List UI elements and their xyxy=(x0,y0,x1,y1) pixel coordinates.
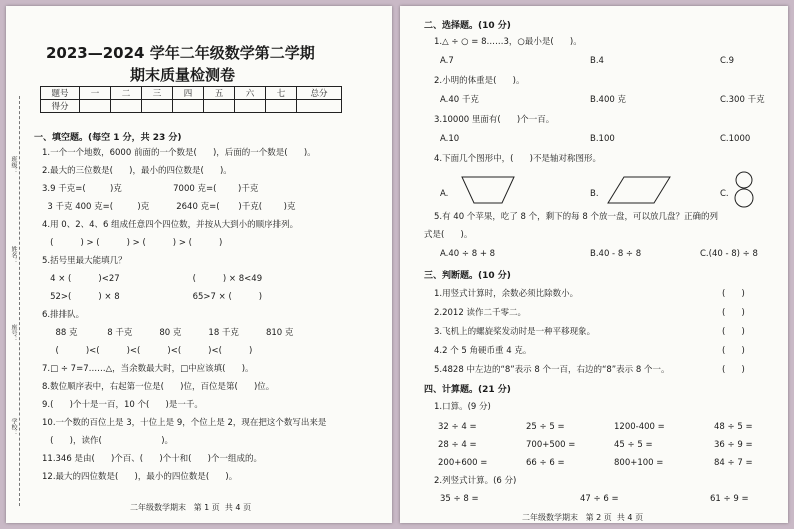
oral-item: 36 ÷ 9 = xyxy=(714,440,753,450)
name-label: 姓名： xyxy=(10,246,17,264)
score-cell: 四 xyxy=(173,87,204,100)
section-choice: 二、选择题。(10 分) xyxy=(424,21,511,31)
option-a[interactable]: A.10 xyxy=(440,134,460,144)
question-line: 7.□ ÷ 7=7……△，当余数最大时，□中应该填( )。 xyxy=(42,364,254,374)
question-line: 3.9 千克=( )克 7000 克=( )千克 xyxy=(42,184,259,194)
question-line: 式是( )。 xyxy=(424,230,473,240)
option-c[interactable]: C.1000 xyxy=(720,134,751,144)
question-line: 4.用 0、2、4、6 组成任意四个四位数，并按从大到小的顺序排列。 xyxy=(42,220,299,230)
oral-item: 45 ÷ 5 = xyxy=(614,440,653,450)
section-fill-in: 一、填空题。(每空 1 分，共 23 分) xyxy=(34,133,182,143)
option-b[interactable]: B.100 xyxy=(590,134,615,144)
question-line: ( )，读作( )。 xyxy=(42,436,174,446)
option-c[interactable]: C.9 xyxy=(720,56,735,66)
score-input-cell[interactable] xyxy=(80,100,111,113)
option-a[interactable]: A.7 xyxy=(440,56,454,66)
option-a[interactable]: A.40 千克 xyxy=(440,95,479,105)
question-line: 2.最大的三位数是( )，最小的四位数是( )。 xyxy=(42,166,232,176)
oral-item: 32 ÷ 4 = xyxy=(438,422,477,432)
judge-item: 2.2012 读作二千零二。 xyxy=(434,308,526,318)
score-table-score-row xyxy=(41,100,342,113)
sub-title-vertical: 2.列竖式计算。(6 分) xyxy=(434,476,517,486)
oral-item: 84 ÷ 7 = xyxy=(714,458,753,468)
exam-title: 2023—2024 学年二年级数学第二学期 xyxy=(46,44,315,62)
score-input-cell[interactable] xyxy=(173,100,204,113)
answer-paren[interactable]: ( ) xyxy=(722,346,745,356)
question-line: 3 千克 400 克=( )克 2640 克=( )千克( )克 xyxy=(42,202,296,212)
option-c[interactable]: C. xyxy=(720,189,729,199)
score-table xyxy=(40,86,342,113)
oral-item: 66 ÷ 6 = xyxy=(526,458,565,468)
question-line: ( ) > ( ) > ( ) > ( ) xyxy=(42,238,223,248)
question-line: 4.下面几个图形中，( )不是轴对称图形。 xyxy=(434,154,601,164)
binding-margin xyxy=(6,6,32,523)
option-c[interactable]: C.300 千克 xyxy=(720,95,765,105)
answer-paren[interactable]: ( ) xyxy=(722,365,745,375)
trapezoid-shape xyxy=(460,174,516,206)
exam-subtitle: 期末质量检测卷 xyxy=(130,66,236,84)
option-a[interactable]: A.40 ÷ 8 + 8 xyxy=(440,249,496,259)
school-label: 学校： xyxy=(10,418,17,436)
vertical-item: 35 ÷ 8 = xyxy=(440,494,479,504)
option-c[interactable]: C.(40 - 8) ÷ 8 xyxy=(700,249,758,259)
question-line: 3.10000 里面有( )个一百。 xyxy=(434,115,555,125)
class-label: 班级： xyxy=(10,156,17,174)
score-cell: 三 xyxy=(142,87,173,100)
score-input-cell[interactable] xyxy=(111,100,142,113)
seat-label: 座号： xyxy=(10,324,17,342)
judge-item: 4.2 个 5 角硬币重 4 克。 xyxy=(434,346,532,356)
judge-item: 3.飞机上的螺旋桨发动时是一种平移现象。 xyxy=(434,327,596,337)
question-line: 6.排排队。 xyxy=(42,310,85,320)
question-line: 11.346 是由( )个百、( )个十和( )个一组成的。 xyxy=(42,454,262,464)
cut-line xyxy=(19,96,20,506)
question-line: 4 × ( )<27 ( ) × 8<49 xyxy=(42,274,263,284)
oral-item: 800+100 = xyxy=(614,458,664,468)
vertical-item: 61 ÷ 9 = xyxy=(710,494,749,504)
question-line: 5.有 40 个苹果，吃了 8 个，剩下的每 8 个放一盘，可以放几盘？正确的列 xyxy=(434,212,718,222)
vertical-item: 47 ÷ 6 = xyxy=(580,494,619,504)
page-footer: 二年级数学期末 第 1 页 共 4 页 xyxy=(130,503,252,512)
question-line: 8.数位顺序表中，右起第一位是( )位，百位是第( )位。 xyxy=(42,382,275,392)
option-b[interactable]: B.4 xyxy=(590,56,604,66)
score-table-header-row xyxy=(41,87,342,100)
section-calc: 四、计算题。(21 分) xyxy=(424,385,511,395)
score-cell: 得分 xyxy=(41,100,80,113)
oral-item: 48 ÷ 5 = xyxy=(714,422,753,432)
option-a[interactable]: A. xyxy=(440,189,449,199)
score-cell: 二 xyxy=(111,87,142,100)
option-b[interactable]: B.400 克 xyxy=(590,95,626,105)
score-input-cell[interactable] xyxy=(142,100,173,113)
answer-paren[interactable]: ( ) xyxy=(722,327,745,337)
exam-page-1 xyxy=(6,6,392,523)
option-b[interactable]: B.40 - 8 ÷ 8 xyxy=(590,249,642,259)
question-line: 52>( ) × 8 65>7 × ( ) xyxy=(42,292,263,302)
answer-paren[interactable]: ( ) xyxy=(722,289,745,299)
judge-item: 1.用竖式计算时，余数必须比除数小。 xyxy=(434,289,579,299)
oral-item: 700+500 = xyxy=(526,440,576,450)
page-footer: 二年级数学期末 第 2 页 共 4 页 xyxy=(522,513,644,522)
score-cell: 总分 xyxy=(297,87,342,100)
score-input-cell[interactable] xyxy=(297,100,342,113)
question-line: 5.括号里最大能填几？ xyxy=(42,256,127,266)
question-line: 12.最大的四位数是( )，最小的四位数是( )。 xyxy=(42,472,238,482)
oral-item: 25 ÷ 5 = xyxy=(526,422,565,432)
oral-item: 200+600 = xyxy=(438,458,488,468)
sub-title-oral: 1.口算。(9 分) xyxy=(434,402,491,412)
section-judge: 三、判断题。(10 分) xyxy=(424,271,511,281)
question-line: ( )<( )<( )<( )<( ) xyxy=(42,346,253,356)
question-line: 2.小明的体重是( )。 xyxy=(434,76,525,86)
score-cell: 七 xyxy=(266,87,297,100)
score-cell: 一 xyxy=(80,87,111,100)
score-cell: 六 xyxy=(235,87,266,100)
score-cell: 题号 xyxy=(41,87,80,100)
question-line: 88 克 8 千克 80 克 18 千克 810 克 xyxy=(42,328,294,338)
question-line: 9.( )个十是一百，10 个( )是一千。 xyxy=(42,400,203,410)
score-input-cell[interactable] xyxy=(235,100,266,113)
figure-eight-shape xyxy=(734,170,754,210)
judge-item: 5.4828 中左边的“8”表示 8 个一百，右边的“8”表示 8 个一。 xyxy=(434,365,670,375)
exam-page-2 xyxy=(400,6,788,523)
parallelogram-shape xyxy=(606,174,672,206)
oral-item: 28 ÷ 4 = xyxy=(438,440,477,450)
question-line: 10.一个数的百位上是 3，十位上是 9，个位上是 2，现在把这个数写出来是 xyxy=(42,418,327,428)
score-cell: 五 xyxy=(204,87,235,100)
option-b[interactable]: B. xyxy=(590,189,599,199)
answer-paren[interactable]: ( ) xyxy=(722,308,745,318)
score-input-cell[interactable] xyxy=(204,100,235,113)
question-line: 1.△ ÷ ○ = 8……3，○最小是( )。 xyxy=(434,37,582,47)
score-input-cell[interactable] xyxy=(266,100,297,113)
oral-item: 1200-400 = xyxy=(614,422,665,432)
question-line: 1.一个一个地数，6000 前面的一个数是( )，后面的一个数是( )。 xyxy=(42,148,316,158)
